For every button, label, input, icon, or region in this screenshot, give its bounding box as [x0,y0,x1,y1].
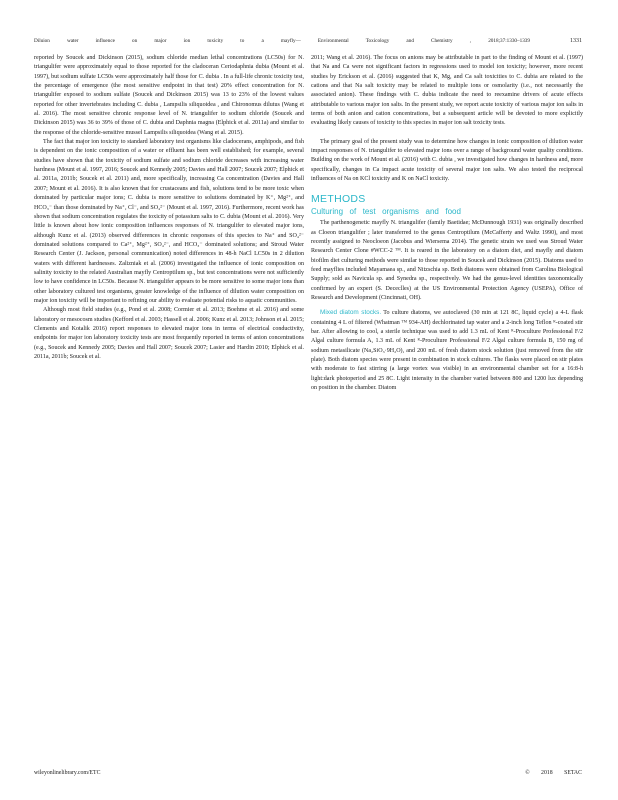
page-number: 1331 [570,38,582,44]
running-title: Diluion water influence on major ion toxicity to a mayfly— Environmental Toxicology and Chemistry , 2018;37:1330–1339 [34,38,530,44]
paragraph: The parthenogenetic mayfly N. triangulifer (family Baetidae; McDunnough 1931) was originally described as Cloeon triangulifer ; later transferred to the genus Centroptilum (McCafferty and Waltz 1990), and most recently assigned to Neocloeon (Jacobus and Wiersema 2014). The genetic strain we used was Stroud Water Research Center Clone #WCC-2 ᵀᴹ. It is reared in the laboratory on a diatom diet, and mayfly and diatom biofilm diet culturing methods were similar to those reported in Soucek and Dickinson (2015). Diatoms used to feed mayflies included Mayamaea sp., and Nitzschia sp. Both diatoms were obtained from Carolina Biological Supply; sold as Navicula sp. and Synedra sp., respectively. We had the genus-level identities taxonomically confirmed by an expert (S. Dececlles) at the US Environmental Protection Agency (USEPA), Office of Research and Development (Cincinnati, OH). [311,220,583,301]
copyright-symbol: © [525,770,530,776]
paragraph: Although most field studies (e.g., Pond et al. 2008; Cormier et al. 2013; Boehme et al. 2016) and some laboratory or mesocosm studies (Kefford et al. 2003; Hassell et al. 2006; Kunz et al. 2013; Johnson et al. 2015; Clements and Kotalik 2016) report responses to elevated major ions in terms of electrical conductivity, endpoints for major ion laboratory toxicity tests are most frequently reported in terms of anion concentrations (e.g., Soucek and Kennedy 2005; Davies and Hall 2007; Soucek 2007; Lasier and Hardin 2010; Elphick et al. 2011a, 2011b; Soucek et al. [34,307,304,360]
paragraph: The primary goal of the present study was to determine how changes in ionic composition of dilution water impact responses of N. triangulifer to elevated major ions over a range of background water quality conditions. Building on the work of Mount et al. (2016) with C. dubia , we investigated how changes in hardness and, more specifically, changes in Ca impact acute toxicity of several major ion salts. We also tested the reciprocal influences of Na on KCl toxicity and K on NaCl toxicity. [311,138,583,183]
page-footer [34,770,582,776]
runin-heading: Mixed diatom stocks. [320,309,382,317]
copyright-org: SETAC [564,770,582,776]
paragraph: The fact that major ion toxicity to standard laboratory test organisms like cladocerans, amphipods, and fish is dependent on the ionic composition of a water or effluent has been well established; for example, several studies have shown that the toxicity of sodium sulfate and sodium chloride decreases with increasing water hardness (Mount et al. 1997, 2016; Soucek and Kennedy 2005; Davies and Hall 2007; Soucek 2007; Elphick et al. 2011a, 2011b; Soucek et al. 2011) and, more specifically, increasing Ca concentration (Davies and Hall 2007; Mount et al. 2016). It is also known that for crustaceans and fish, solutions tend to be more toxic when dominated by particular major ions; C. dubia is more sensitive to solutions dominated by K⁺, Mg²⁺, and HCO₃⁻ than those dominated by Na⁺, Cl⁻, and SO₄²⁻ (Mount et al. 1997, 2016). Furthermore, recent work has shown that sodium concentration regulates the toxicity of potassium salts to C. dubia (Mount et al. 2016). Very little is known about how ionic composition influences responses of N. triangulifer to elevated major ions, although Kunz et al. (2013) observed differences in chronic responses of this species to Na⁺ and SO₄²⁻ dominated solutions compared to Ca²⁺, Mg²⁺, SO₄²⁻, and HCO₃⁻ dominated solutions; and Stroud Water Research Center (J. Jackson, personal communication) noted differences in 48-h NaCl LC50s in 2 dilution waters with different hardnesses. Zalizniak et al. (2006) investigated the influence of ionic composition on salinity toxicity to the related Australian mayfly Centroptilum sp., but test concentrations were not sufficiently low to have confidence in LC50s. Because N. triangulifer appears to be more sensitive to some major ions than other laboratory cultured test organisms, greater knowledge of the influence of dilution water composition on major ion toxicity will be important to refining our ability to evaluate potential risks to aquatic communities. [34,139,304,304]
heading-word: test [362,206,376,216]
heading-word: of [349,206,357,216]
running-head [34,38,582,44]
section-heading-methods: METHODS [311,193,366,206]
paragraph: reported by Soucek and Dickinson (2015), sodium chloride median lethal concentrations (LC50s) for N. triangulifer were approximately equal to those reported for the cladoceran Ceriodaphnia dubia (Mount et al. 1997), but sodium sulfate LC50s were approximately half those for C. dubia . In a full-life chronic toxicity test, the percentage of emergence (the most sensitive endpoint in that test) 20% effect concentration for N. triangulifer exposed to sodium sulfate (Soucek and Dickinson 2015) was 13 to 23% of the lowest values reported for other invertebrates including C. dubia , Lampsilis siliquoidea , and Chironomus dilutus (Wang et al. 2016). The most sensitive chronic response level of N. triangulifer to sodium chloride (Soucek and Dickinson 2015) was 36 to 39% of those of C. dubia and Daphnia magna (Elphick et al. 2011a) and similar to the response of the chloride-sensitive mussel Lampsilis siliquoidea (Wang et al. 2015). [34,55,304,136]
right-column [311,54,583,393]
paragraph-mixed-diatom [311,308,583,393]
heading-word: Culturing [311,206,344,216]
left-column [34,54,304,362]
heading-word: food [445,206,461,216]
footer-copyright [515,770,582,776]
paragraph: 2011; Wang et al. 2016). The focus on anions may be attributable in part to the finding of Mount et al. (1997) that Na and Ca were not significant factors in regressions used to model ion toxicity; however, more recent studies by Erickson et al. (2016) suggested that K, Mg, and Ca salt toxicities to C. dubia are related to the cations and that Na salt toxicity may be related to multiple ions or osmolarity (i.e., not necessarily the associated anion). These findings with C. dubia indicate the need to reexamine drivers of acute effects attributable to various major ion salts. In the present study, we report acute toxicity of various major ion salts in terms of both anion and cation concentrations, but a subsequent article will be devoted to more explicitly evaluating likely causes of toxicity to this species in major ion salt toxicity tests. [311,55,583,127]
paragraph-text: To culture diatoms, we autoclaved (30 min at 121 8C, liquid cycle) a 4-L flask containing 4 L of filtered (Whatman ᵀᴹ 934-AH) dechlorinated tap water and a 2-inch long Teflon ᴿ-coated stir bar. After allowing to cool, a sterile technique was used to add 1.3 mL of Kent ᴿ-Proculture Professional F/2 Algal culture formula A, 1.3 mL of Kent ᴿ-Proculture Professional F/2 Algal culture formula B, 150 mg of sodium metasilicate (Na₂SiO₃·9H₂O), and 200 mL of fresh diatom stock solution (just removed from the stir plate). Both diatom species were present in combination in stock cultures. The flasks were placed on stir plates with moderate to fast stirring (a large vortex was visible) in an environmental chamber set for a 16:8-h light:dark photoperiod and 25 8C. Light intensity in the chamber varied between 800 and 1200 lux depending on position in the chamber. Diatom [311,310,583,391]
footer-url: wileyonlinelibrary.com/ETC [34,770,101,776]
subsection-heading-culturing [311,207,461,216]
heading-word: organisms [382,206,419,216]
heading-word: and [425,206,439,216]
copyright-year: 2018 [541,770,553,776]
